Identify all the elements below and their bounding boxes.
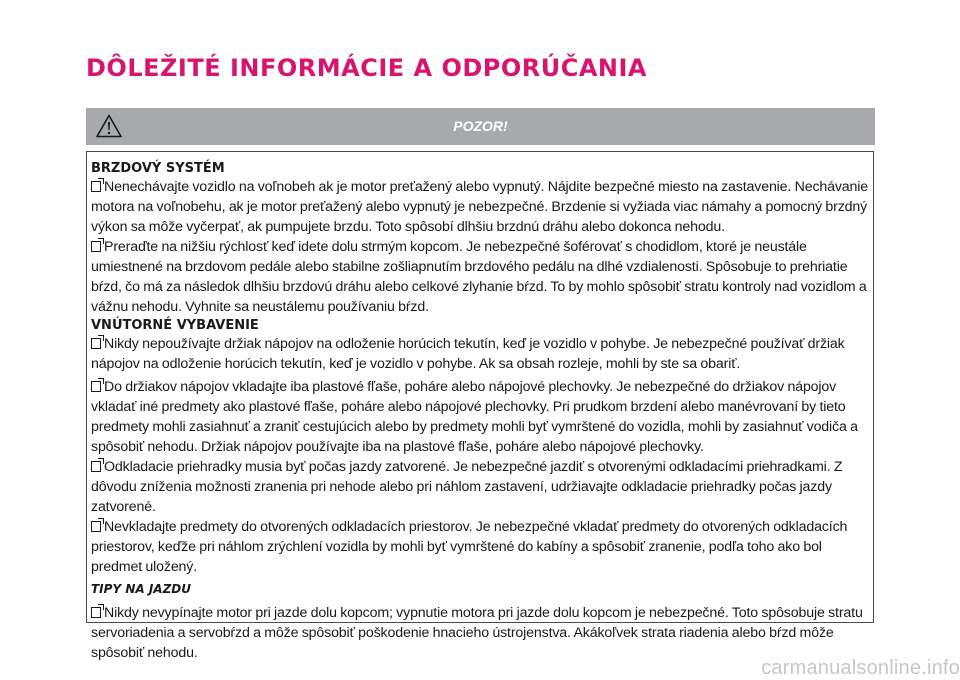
list-item: Nevkladajte predmety do otvorených odkladacích priestorov. Je nebezpečné vkladať predmety do otvorených odkladacích priestorov, keďže pri náhlom zrýchlení vozidla by mohli byť vymrštené do kabíny a spôsobiť zranenie, podľa toho ako bol predmet uložený. [91, 519, 848, 575]
list-item: Nikdy nepoužívajte držiak nápojov na odloženie horúcich tekutín, keď je vozidlo v pohybe. Je nebezpečné používať držiak nápojov na odloženie horúcich tekutín, keď je vozidlo v pohybe. Ak sa obsah rozleje, mohli by ste sa obariť. [91, 336, 845, 372]
page-title: DÔLEŽITÉ INFORMÁCIE A ODPORÚČANIA [86, 54, 647, 82]
checkbox-bullet-icon [91, 607, 101, 618]
warning-title: POZOR! [453, 118, 508, 134]
checkbox-bullet-icon [91, 521, 101, 532]
section-heading-brakes: BRZDOVÝ SYSTÉM [91, 161, 225, 176]
checkbox-bullet-icon [91, 338, 101, 349]
checkbox-bullet-icon [91, 381, 101, 392]
checkbox-bullet-icon [91, 181, 101, 192]
list-item: Do držiakov nápojov vkladajte iba plastové fľaše, poháre alebo nápojové plechovky. Je nebezpečné do držiakov nápojov vkladať iné predmety ako plastové fľaše, poháre alebo nápojové plechovky. Pri prudkom brzdení alebo manévrovaní by tieto predmety mohli zasiahnuť a zraniť cestujúcich alebo by predmety mohli byť vymrštené do vozidla, mohli by zasiahnuť vodiča a spôsobiť nehodu. Držiak nápojov používajte iba na plastové fľaše, poháre alebo nápojové plechovky. [91, 379, 858, 455]
checkbox-bullet-icon [91, 241, 101, 252]
watermark: carmanualsonline.info [761, 657, 960, 679]
section-heading-driving-tips: TIPY NA JAZDU [91, 582, 191, 596]
list-item: Nenechávajte vozidlo na voľnobeh ak je motor preťažený alebo vypnutý. Nájdite bezpečné miesto na zastavenie. Nechávanie motora na voľnobehu, ak je motor preťažený alebo vypnutý je nebezpečné. Brzdenie si vyžiada viac námahy a pomocný brzdný výkon sa môže vyčerpať, ak pumpujete brzdu. Toto spôsobí dlhšiu brzdnú dráhu alebo dokonca nehodu. [91, 179, 869, 235]
warning-header [86, 108, 875, 145]
list-item: Odkladacie priehradky musia byť počas jazdy zatvorené. Je nebezpečné jazdiť s otvorenými odkladacími priehradkami. Z dôvodu zníženia možnosti zranenia pri nehode alebo pri náhlom zastavení, udržiavajte odkladacie priehradky počas jazdy zatvorené. [91, 459, 843, 515]
checkbox-bullet-icon [91, 461, 101, 472]
warning-content [86, 151, 874, 661]
list-item: Preraďte na nižšiu rýchlosť keď idete dolu strmým kopcom. Je nebezpečné šoférovať s chodidlom, ktoré je neustále umiestnené na brzdovom pedále alebo stabilne zošliapnutím brzdového pedálu na dlhé vzdialenosti. Spôsobuje to prehriatie bŕzd, čo má za následok dlhšiu brzdovú dráhu alebo celkové zlyhanie bŕzd. To by mohlo spôsobiť stratu kontroly nad vozidlom a vážnu nehodu. Vyhnite sa neustálemu používaniu bŕzd. [91, 239, 867, 315]
list-item: Nikdy nevypínajte motor pri jazde dolu kopcom; vypnutie motora pri jazde dolu kopcom je nebezpečné. Toto spôsobuje stratu servoriadenia a servobŕzd a môže spôsobiť poškodenie hnacieho ústrojenstva. Akákoľvek strata riadenia alebo bŕzd môže spôsobiť nehodu. [91, 605, 863, 661]
section-heading-interior: VNÚTORNÉ VYBAVENIE [91, 318, 259, 333]
